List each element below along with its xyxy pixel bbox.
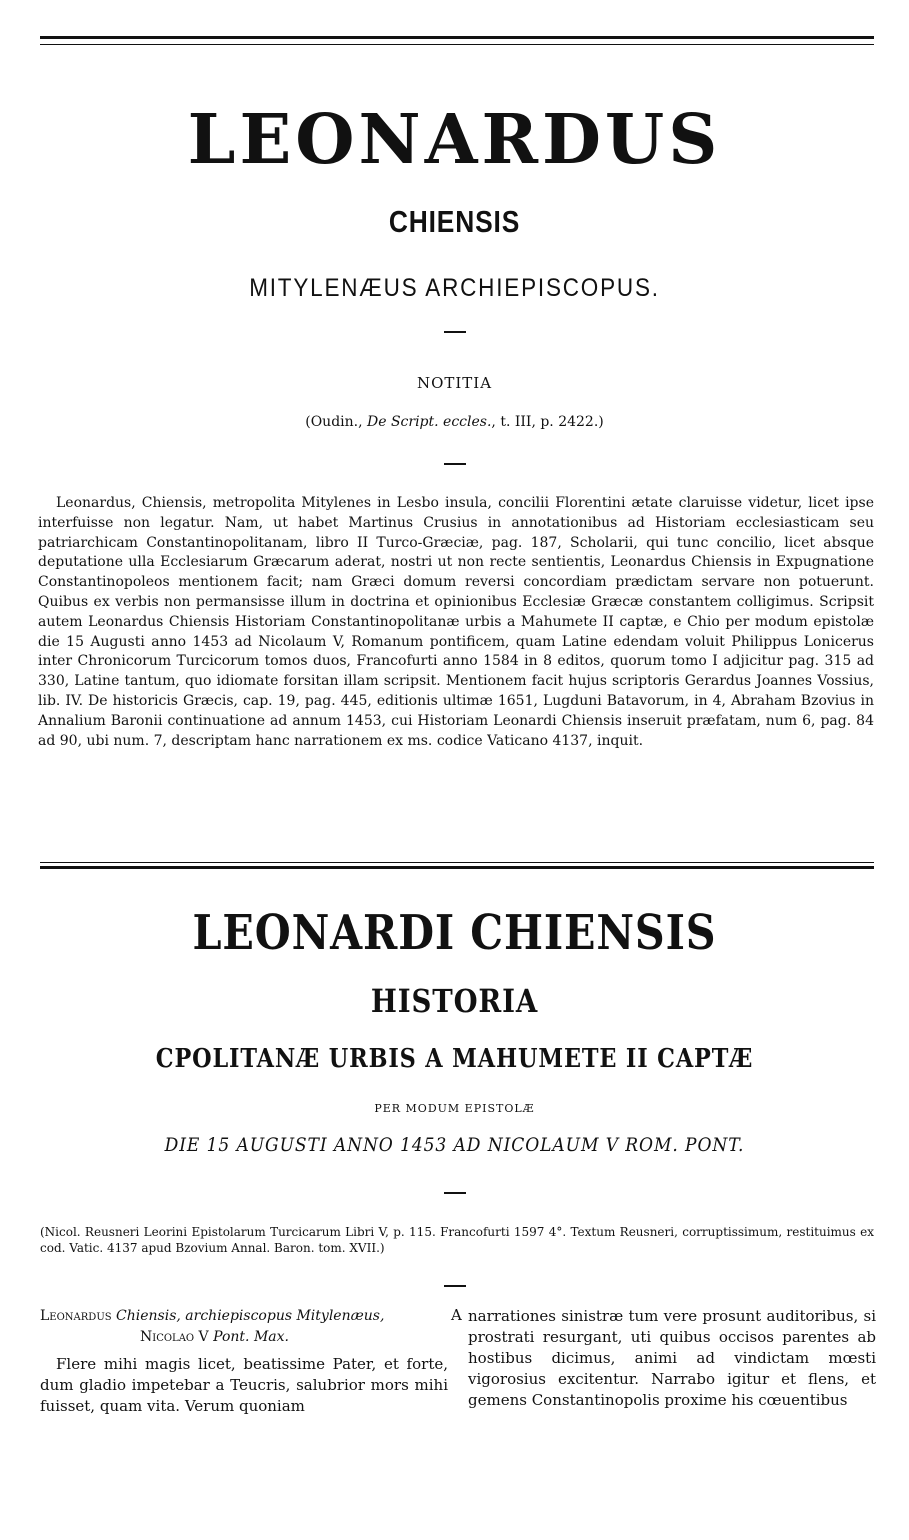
page-title: LEONARDUS xyxy=(187,100,722,180)
historia-line3: CPOLITANÆ URBIS A MAHUMETE II CAPTÆ xyxy=(155,1044,754,1074)
mid-rule-thin xyxy=(40,862,874,863)
salutation-title: Chiensis, archiepiscopus Mitylenæus, xyxy=(116,1308,385,1324)
notitia-heading: NOTITIA xyxy=(416,374,493,392)
historia-line4: PER MODUM EPISTOLÆ xyxy=(374,1102,535,1115)
top-rule-thin xyxy=(40,44,874,45)
source-prefix: (Oudin., xyxy=(305,414,367,430)
source-citation xyxy=(0,414,909,430)
historia-title: LEONARDI CHIENSIS xyxy=(192,905,717,961)
salutation xyxy=(40,1306,448,1348)
right-column xyxy=(468,1306,876,1411)
divider-short xyxy=(444,331,466,333)
divider-short xyxy=(444,1192,466,1194)
historia-line5: DIE 15 AUGUSTI ANNO 1453 AD NICOLAUM V ROM. PONT. xyxy=(164,1134,745,1156)
divider-short xyxy=(444,463,466,465)
salutation-recipient: Nicolao V xyxy=(140,1329,209,1345)
notitia-paragraph: Leonardus, Chiensis, metropolita Mitylenes in Lesbo insula, concilii Florentini ætate claruisse videtur, licet ipse interfuisse non legatur. Nam, ut habet Martinus Crusius in annotationibus ad Historiam ecclesiasticam seu patriarchicam Constantinopolitanam, libro II Turco-Græciæ, pag. 187, Scholarii, qui tunc concilio, licet absque deputatione ulla Ecclesiarum Græcarum aderat, nostri ut non recte sentientis, Leonardus Chiensis in Expugnatione Constantinopoleos mentionem facit; nam Græci domum reversi concordiam prædictam servare non potuerunt. Quibus ex verbis non permansisse illum in doctrina et opinionibus Ecclesiæ Græcæ constantem colligimus. Scripsit autem Leonardus Chiensis Historiam Constantinopolitanæ urbis a Mahumete II captæ, e Chio per modum epistolæ die 15 Augusti anno 1453 ad Nicolaum V, Romanum pontificem, quam Latine edendam voluit Philippus Lonicerus inter Chronicorum Turcicorum tomos duos, Francofurti anno 1584 in 8 editos, quorum tomo I adjicitur pag. 315 ad 330, Latine tantum, quo idiomate forsitan illam scripsit. Mentionem facit hujus scriptoris Gerardus Joannes Vossius, lib. IV. De historicis Græcis, cap. 19, pag. 445, editionis ultimæ 1651, Lugduni Batavorum, in 4, Abraham Bzovius in Annalium Baronii continuatione ad annum 1453, cui Historiam Leonardi Chiensis inseruit præfatam, num 6, pag. 84 ad 90, ubi num. 7, descriptam hanc narrationem ex ms. codice Vaticano 4137, inquit. xyxy=(38,495,874,749)
historia-reference: (Nicol. Reusneri Leorini Epistolarum Turcicarum Libri V, p. 115. Francofurti 1597 4°. Textum Reusneri, corruptissimum, restituimus ex cod. Vatic. 4137 apud Bzovium Annal. Baron. tom. XVII.) xyxy=(40,1225,874,1255)
source-suffix: , t. III, p. 2422.) xyxy=(491,414,604,430)
salutation-author: Leonardus xyxy=(40,1308,112,1324)
margin-letter: A xyxy=(451,1306,462,1324)
historia-subtitle: HISTORIA xyxy=(370,982,539,1020)
right-column-text: narrationes sinistræ tum vere prosunt auditoribus, si prostrati resurgant, uti quibus occisos parentes ab hostibus dicimus, animi ad vindictam mœsti vigorosius excitentur. Narrabo igitur et flens, et gemens Constantinopolis proxime his cœuentibus xyxy=(468,1307,876,1409)
salutation-recipient-title: Pont. Max. xyxy=(213,1329,289,1345)
top-rule-thick xyxy=(40,36,874,39)
page-subsubtitle: MITYLENÆUS ARCHIEPISCOPUS. xyxy=(249,274,660,302)
mid-rule-thick xyxy=(40,866,874,869)
left-column xyxy=(40,1306,448,1417)
page-subtitle: CHIENSIS xyxy=(388,204,521,239)
divider-short xyxy=(444,1285,466,1287)
left-column-text: Flere mihi magis licet, beatissime Pater, et forte, dum gladio impetebar a Teucris, salubrior mors mihi fuisset, quam vita. Verum quoniam xyxy=(40,1355,448,1415)
source-title: De Script. eccles. xyxy=(367,414,492,430)
notitia-text-block xyxy=(38,494,874,751)
